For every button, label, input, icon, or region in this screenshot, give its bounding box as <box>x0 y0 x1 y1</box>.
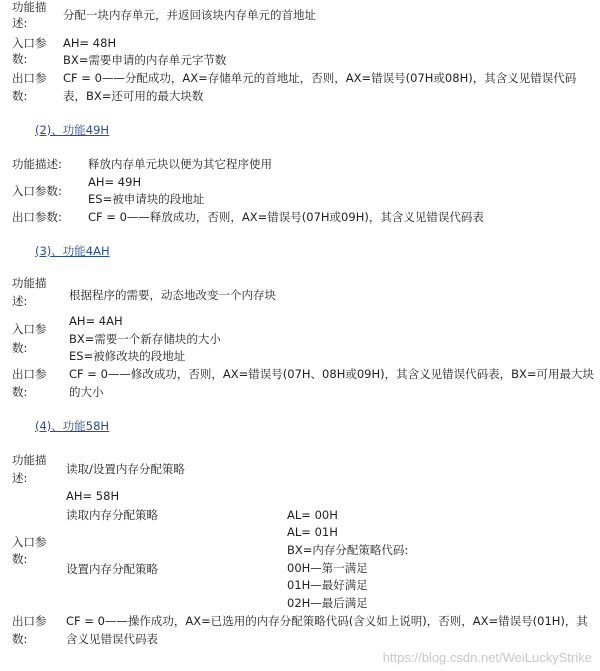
entry-4a-bx: BX=需要一个新存储块的大小 <box>69 332 221 346</box>
policy-code-00: 00H—第一满足 <box>287 561 368 575</box>
watermark-url: https://blog.csdn.net/WeiLuckyStrike <box>382 650 592 665</box>
heading-4ah[interactable]: (3)、功能4AH <box>35 244 110 258</box>
exit-label-4a-b: 数: <box>12 385 28 399</box>
desc-48: 分配一块内存单元，并返回该块内存单元的首地址 <box>63 8 316 22</box>
set-bx: BX=内存分配策略代码: <box>287 543 409 557</box>
exit-label-58-b: 数: <box>12 632 28 646</box>
desc-label-58-b: 述: <box>12 471 28 485</box>
exit-58-line2: 含义见错误代码表 <box>66 632 158 646</box>
entry-label-4a-b: 数: <box>12 341 28 355</box>
entry-label-48-b: 数: <box>12 52 28 66</box>
set-policy-label: 设置内存分配策略 <box>66 562 158 576</box>
entry-4a-es: ES=被修改块的段地址 <box>69 349 186 363</box>
set-al: AL= 01H <box>287 525 338 539</box>
entry-58-ah: AH= 58H <box>66 489 120 503</box>
exit-label-4a-a: 出口参 <box>12 367 47 381</box>
heading-49h[interactable]: (2)、功能49H <box>35 123 110 137</box>
desc-49: 释放内存单元块以便为其它程序使用 <box>88 157 272 171</box>
entry-49-ah: AH= 49H <box>88 175 142 189</box>
desc-label-4a-b: 述: <box>12 294 28 308</box>
exit-48-line1: CF = 0——分配成功，AX=存储单元的首地址，否则，AX=错误号(07H或08H)，其含义见错误代码 <box>63 71 577 85</box>
desc-label-49: 功能描述: <box>12 157 62 171</box>
exit-label-58-a: 出口参 <box>12 614 47 628</box>
desc-4a: 根据程序的需要，动态地改变一个内存块 <box>69 288 276 302</box>
desc-label-48-a: 功能描 <box>12 0 47 14</box>
exit-label-49: 出口参数: <box>12 210 62 224</box>
entry-label-48-a: 入口参 <box>12 36 47 50</box>
exit-48-line2: 表，BX=还可用的最大块数 <box>63 89 204 103</box>
exit-4a-line2: 的大小 <box>69 385 104 399</box>
entry-label-4a-a: 入口参 <box>12 322 47 336</box>
entry-label-58-b: 数: <box>12 552 28 566</box>
policy-code-01: 01H—最好满足 <box>287 578 368 592</box>
exit-label-48-b: 数: <box>12 89 28 103</box>
exit-58-line1: CF = 0——操作成功，AX=已选用的内存分配策略代码(含义如上说明)，否则，AX=错误号(01H)，其 <box>66 614 588 628</box>
exit-label-48-a: 出口参 <box>12 71 47 85</box>
exit-4a-line1: CF = 0——修改成功，否则，AX=错误号(07H、08H或09H)，其含义见错误代码表，BX=可用最大块 <box>69 367 595 381</box>
policy-code-02: 02H—最后满足 <box>287 596 368 610</box>
entry-49-es: ES=被申请块的段地址 <box>88 192 205 206</box>
desc-label-48-b: 述: <box>12 16 28 30</box>
entry-48-bx: BX=需要申请的内存单元字节数 <box>63 53 227 67</box>
desc-58: 读取/设置内存分配策略 <box>66 462 185 476</box>
desc-label-4a-a: 功能描 <box>12 276 47 290</box>
read-policy-label: 读取内存分配策略 <box>66 508 158 522</box>
entry-label-58-a: 入口参 <box>12 535 47 549</box>
heading-58h[interactable]: (4)、功能58H <box>35 419 110 433</box>
entry-4a-ah: AH= 4AH <box>69 314 123 328</box>
entry-label-49: 入口参数: <box>12 184 62 198</box>
entry-48-ah: AH= 48H <box>63 36 117 50</box>
exit-49-line1: CF = 0——释放成功，否则，AX=错误号(07H或09H)，其含义见错误代码表 <box>88 210 484 224</box>
read-al: AL= 00H <box>287 508 338 522</box>
desc-label-58-a: 功能描 <box>12 453 47 467</box>
